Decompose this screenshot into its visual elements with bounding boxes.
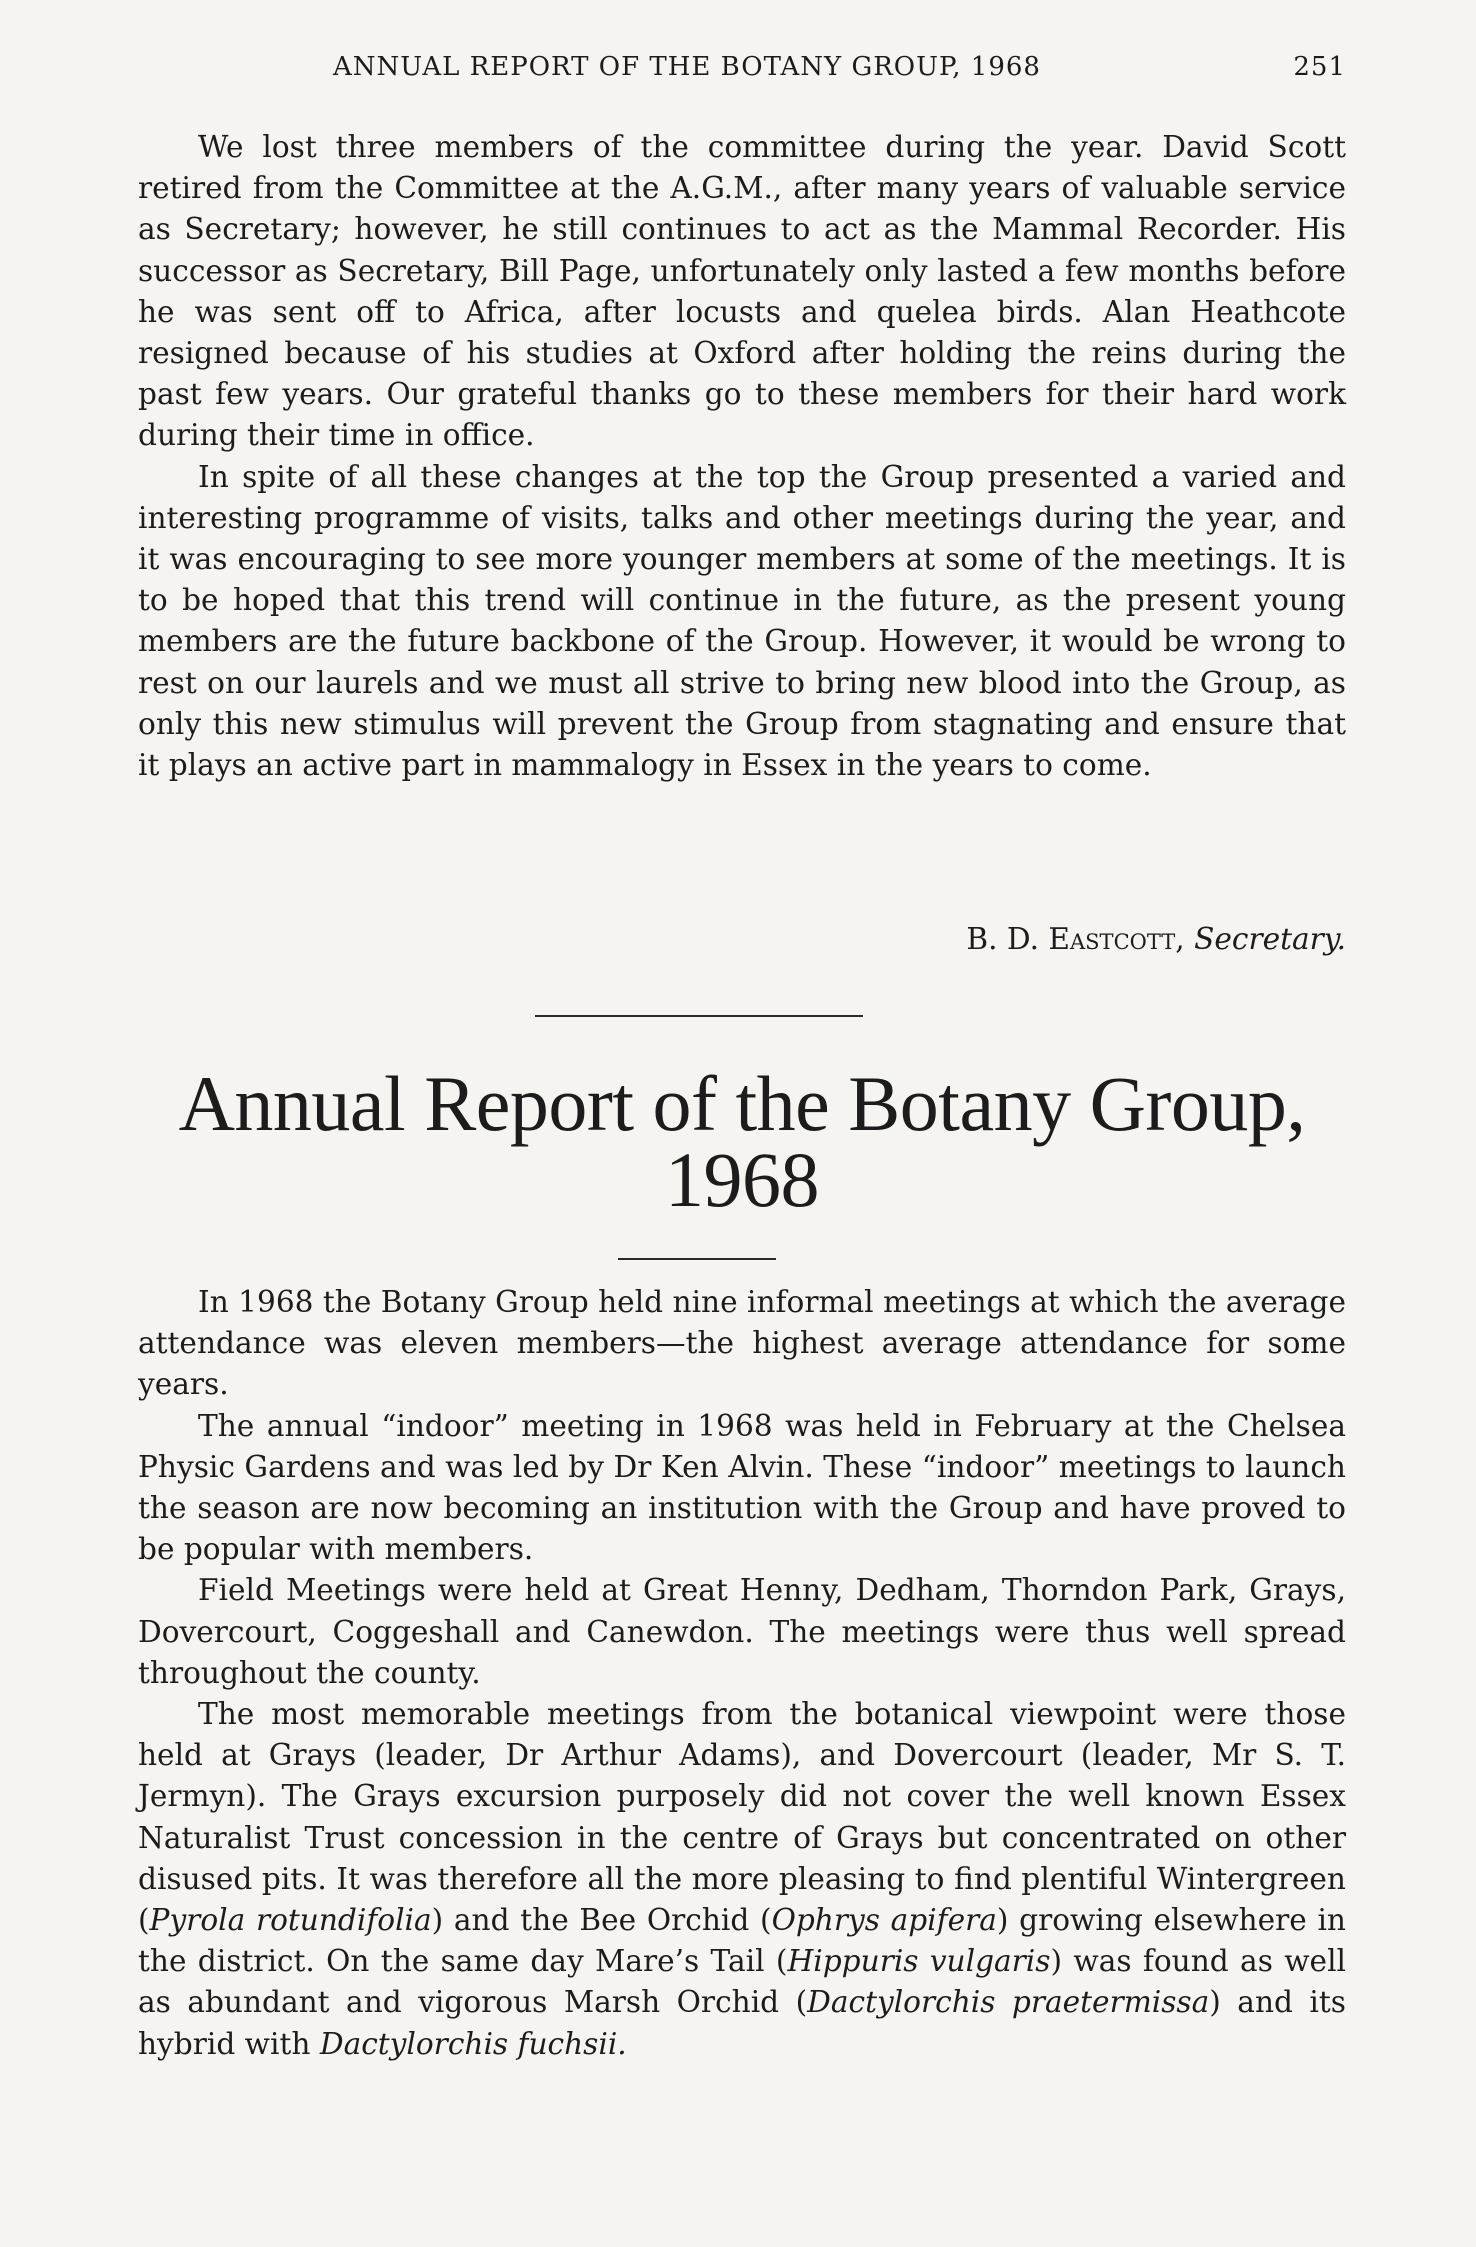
running-head bbox=[138, 52, 1346, 92]
paragraph: In 1968 the Botany Group held nine informal meetings at which the average attendance was eleven members—the highest average attendance for some years. bbox=[138, 1285, 1346, 1402]
species-name: Dactylorchis praetermissa bbox=[807, 1985, 1210, 2020]
paragraph: We lost three members of the committee during the year. David Scott retired from the Committee at the A.G.M., after many years of valuable service as Secretary; however, he still continues to act as the Mammal Recorder. His successor as Secretary, Bill Page, unfortunately only lasted a few months before he was sent off to Africa, after locusts and quelea birds. Alan Heathcote resigned because of his studies at Oxford after holding the reins during the past few years. Our grateful thanks go to these members for their hard work during their time in office. bbox=[138, 130, 1346, 453]
document-page bbox=[138, 0, 1346, 2247]
species-name: Hippuris vulgaris bbox=[787, 1944, 1051, 1979]
section-heading bbox=[138, 1060, 1346, 1223]
species-name: Pyrola rotundifolia bbox=[149, 1903, 432, 1938]
paragraph: In spite of all these changes at the top the Group presented a varied and interesting programme of visits, talks and other meetings during the year, and it was encouraging to see more younger members at some of the meetings. It is to be hoped that this trend will continue in the future, as the present young members are the future backbone of the Group. However, it would be wrong to rest on our laurels and we must all strive to bring new blood into the Group, as only this new stimulus will prevent the Group from stagnating and ensure that it plays an active part in mammalogy in Essex in the years to come. bbox=[138, 459, 1346, 783]
heading-underline bbox=[618, 1258, 776, 1260]
signature-role: Secretary. bbox=[1194, 922, 1346, 956]
signature-name: B. D. Eastcott, bbox=[966, 922, 1185, 956]
section-divider bbox=[535, 1015, 863, 1017]
signature bbox=[966, 919, 1346, 960]
heading-year: 1968 bbox=[665, 1136, 819, 1223]
paragraph: The annual “indoor” meeting in 1968 was held in February at the Chelsea Physic Gardens and was led by Dr Ken Alvin. These “indoor” meetings to launch the season are now becoming an institution with the Group and have proved to be popular with members. bbox=[138, 1408, 1346, 1567]
running-head-title: ANNUAL REPORT OF THE BOTANY GROUP, 1968 bbox=[333, 52, 1041, 82]
page-number: 251 bbox=[1293, 52, 1346, 82]
species-name: Ophrys apifera bbox=[771, 1903, 997, 1938]
botany-report-text bbox=[138, 1282, 1346, 2065]
mammal-report-text bbox=[138, 127, 1346, 786]
paragraph: Field Meetings were held at Great Henny, Dedham, Thorndon Park, Grays, Dovercourt, Coggeshall and Canewdon. The meetings were thus well spread throughout the county. bbox=[138, 1573, 1346, 1690]
paragraph: The most memorable meetings from the botanical viewpoint were those held at Grays (leader, Dr Arthur Adams), and Dovercourt (leader, Mr S. T. Jermyn). The Grays excursion purposely did not cover the well known Essex Naturalist Trust concession in the centre of Grays but concentrated on other disused pits. It was therefore all the more pleasing to find plentiful Wintergreen (Pyrola rotundifolia) and the Bee Orchid (Ophrys apifera) growing elsewhere in the district. On the same day Mare’s Tail (Hippuris vulgaris) was found as well as abundant and vigorous Marsh Orchid (Dactylorchis praetermissa) and its hybrid with Dactylorchis fuchsii. bbox=[138, 1697, 1346, 2061]
species-name: Dactylorchis fuchsii. bbox=[319, 2026, 627, 2061]
heading-title: Annual Report of the Botany Group, bbox=[178, 1060, 1306, 1147]
